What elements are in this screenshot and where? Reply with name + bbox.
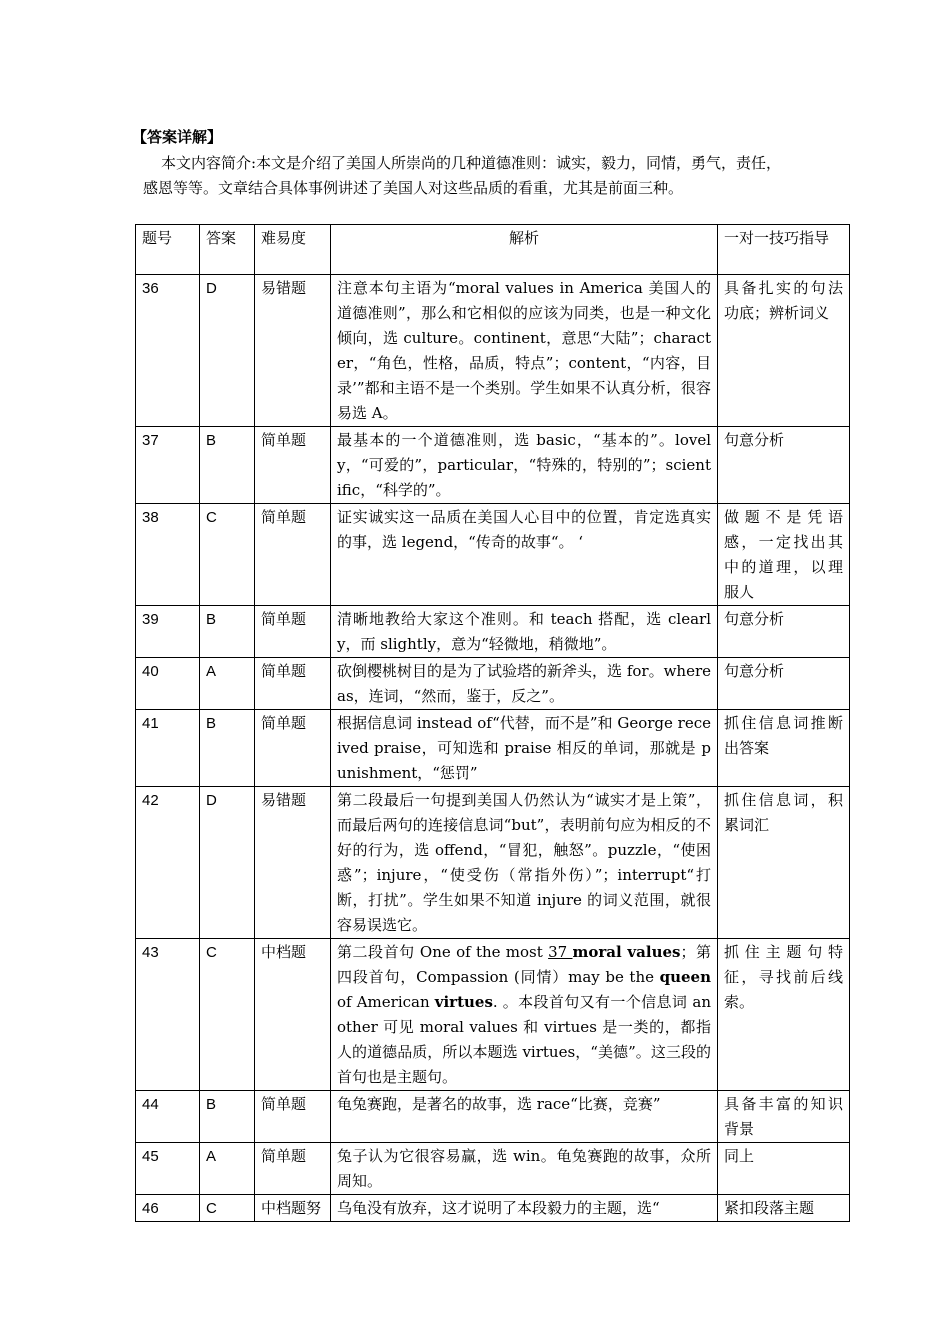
cell-number: 46 — [136, 1195, 200, 1222]
cell-number: 38 — [136, 504, 200, 606]
cell-answer: A — [200, 658, 255, 710]
cell-number: 45 — [136, 1143, 200, 1195]
analysis-text: ；第四段首句，Compassion (同情）may be the — [337, 943, 711, 986]
cell-number: 36 — [136, 275, 200, 427]
cell-answer: D — [200, 275, 255, 427]
cell-difficulty: 中档题努 — [255, 1195, 331, 1222]
cell-analysis: 兔子认为它很容易赢，选 win。龟兔赛跑的故事，众所周知。 — [331, 1143, 718, 1195]
cell-difficulty: 简单题 — [255, 606, 331, 658]
cell-answer: C — [200, 939, 255, 1091]
cell-tip: 句意分析 — [718, 427, 850, 504]
cell-tip: 做题不是凭语感，一定找出其中的道理，以理服人 — [718, 504, 850, 606]
cell-difficulty: 易错题 — [255, 275, 331, 427]
intro-line-2: 感恩等等。文章结合具体事例讲述了美国人对这些品质的看重，尤其是前面三种。 — [143, 179, 684, 197]
cell-answer: B — [200, 710, 255, 787]
cell-difficulty: 简单题 — [255, 504, 331, 606]
header-answer: 答案 — [200, 225, 255, 275]
cell-difficulty: 简单题 — [255, 710, 331, 787]
table-header-row — [136, 225, 850, 275]
table-row — [136, 275, 850, 427]
cell-analysis: 龟兔赛跑，是著名的故事，选 race“比赛，竞赛” — [331, 1091, 718, 1143]
cell-tip: 抓住信息词推断出答案 — [718, 710, 850, 787]
table-row — [136, 504, 850, 606]
cell-difficulty: 简单题 — [255, 1143, 331, 1195]
cell-analysis: 清晰地教给大家这个准则。和 teach 搭配，选 clearly，而 slightly，意为“轻微地，稍微地”。 — [331, 606, 718, 658]
table-row — [136, 1091, 850, 1143]
cell-tip: 同上 — [718, 1143, 850, 1195]
table-row — [136, 787, 850, 939]
cell-analysis: 注意本句主语为“moral values in America 美国人的道德准则”，那么和它相似的应该为同类，也是一种文化倾向，选 culture。continent，意思“大陆”；character，“角色，性格，品质，特点”；content，“内容，目录’”都和主语不是一个类别。学生如果不认真分析，很容易选 A。 — [331, 275, 718, 427]
table-row — [136, 658, 850, 710]
analysis-text: . 。本段首句又有一个信息词 another 可见 moral values 和 virtues 是一类的，都指人的道德品质，所以本题选 virtues，“美德”。这三段的首句也是主题句。 — [337, 993, 711, 1086]
bold-term: queen — [659, 968, 711, 986]
cell-tip: 抓住信息词，积累词汇 — [718, 787, 850, 939]
cell-analysis: 根据信息词 instead of“代替，而不是”和 George received praise，可知选和 praise 相反的单词，那就是 punishment，“惩罚” — [331, 710, 718, 787]
cell-analysis: 最基本的一个道德准则，选 basic，“基本的”。lovely，“可爱的”，particular，“特殊的，特别的”；scientific，“科学的”。 — [331, 427, 718, 504]
answer-table — [135, 224, 850, 1222]
cell-answer: B — [200, 427, 255, 504]
header-analysis: 解析 — [331, 225, 718, 275]
table-row — [136, 1195, 850, 1222]
section-heading: 【答案详解】 — [132, 128, 223, 146]
cell-difficulty: 简单题 — [255, 427, 331, 504]
cell-analysis: 乌龟没有放弃，这才说明了本段毅力的主题，选“ — [331, 1195, 718, 1222]
cell-difficulty: 中档题 — [255, 939, 331, 1091]
cell-answer: C — [200, 504, 255, 606]
cell-difficulty: 易错题 — [255, 787, 331, 939]
cell-number: 44 — [136, 1091, 200, 1143]
cell-analysis: 砍倒樱桃树目的是为了试验塔的新斧头，选 for。whereas，连词，“然而，鉴于，反之”。 — [331, 658, 718, 710]
cell-tip: 具备扎实的句法功底；辨析词义 — [718, 275, 850, 427]
table-row — [136, 427, 850, 504]
cell-tip: 紧扣段落主题 — [718, 1195, 850, 1222]
cell-analysis: 证实诚实这一品质在美国人心目中的位置，肯定选真实的事，选 legend，“传奇的故事“。 ‘ — [331, 504, 718, 606]
cell-tip: 句意分析 — [718, 658, 850, 710]
cell-number: 42 — [136, 787, 200, 939]
table-row — [136, 710, 850, 787]
cell-analysis: 第二段最后一句提到美国人仍然认为“诚实才是上策”，而最后两句的连接信息词“but”，表明前句应为相反的不好的行为，选 offend，“冒犯，触怒”。puzzle，“使困惑”；injure，“使受伤（常指外伤）”；interrupt“打断，打扰”。学生如果不知道 injure 的词义范围，就很容易误选它。 — [331, 787, 718, 939]
header-number: 题号 — [136, 225, 200, 275]
analysis-text: of American — [337, 993, 435, 1011]
cell-answer: B — [200, 606, 255, 658]
bold-term: virtues — [434, 993, 493, 1011]
cell-tip: 具备丰富的知识背景 — [718, 1091, 850, 1143]
analysis-text: 第二段首句 One of the most — [337, 943, 549, 961]
cell-tip: 句意分析 — [718, 606, 850, 658]
table-row — [136, 606, 850, 658]
table-row — [136, 939, 850, 1091]
cell-number: 37 — [136, 427, 200, 504]
cell-number: 39 — [136, 606, 200, 658]
intro-paragraph — [143, 151, 833, 201]
cell-answer: C — [200, 1195, 255, 1222]
cell-difficulty: 简单题 — [255, 1091, 331, 1143]
cell-answer: D — [200, 787, 255, 939]
cell-answer: B — [200, 1091, 255, 1143]
intro-line-1: 本文内容简介:本文是介绍了美国人所崇尚的几种道德准则：诚实，毅力，同情，勇气，责任， — [161, 154, 782, 172]
cell-analysis — [331, 939, 718, 1091]
cell-tip: 抓住主题句特征，寻找前后线索。 — [718, 939, 850, 1091]
cell-number: 40 — [136, 658, 200, 710]
header-tip: 一对一技巧指导 — [718, 225, 850, 275]
bold-term: moral values — [572, 943, 681, 961]
cell-difficulty: 简单题 — [255, 658, 331, 710]
table-row — [136, 1143, 850, 1195]
blank-number: 37 — [548, 943, 573, 961]
cell-answer: A — [200, 1143, 255, 1195]
cell-number: 41 — [136, 710, 200, 787]
header-difficulty: 难易度 — [255, 225, 331, 275]
cell-number: 43 — [136, 939, 200, 1091]
